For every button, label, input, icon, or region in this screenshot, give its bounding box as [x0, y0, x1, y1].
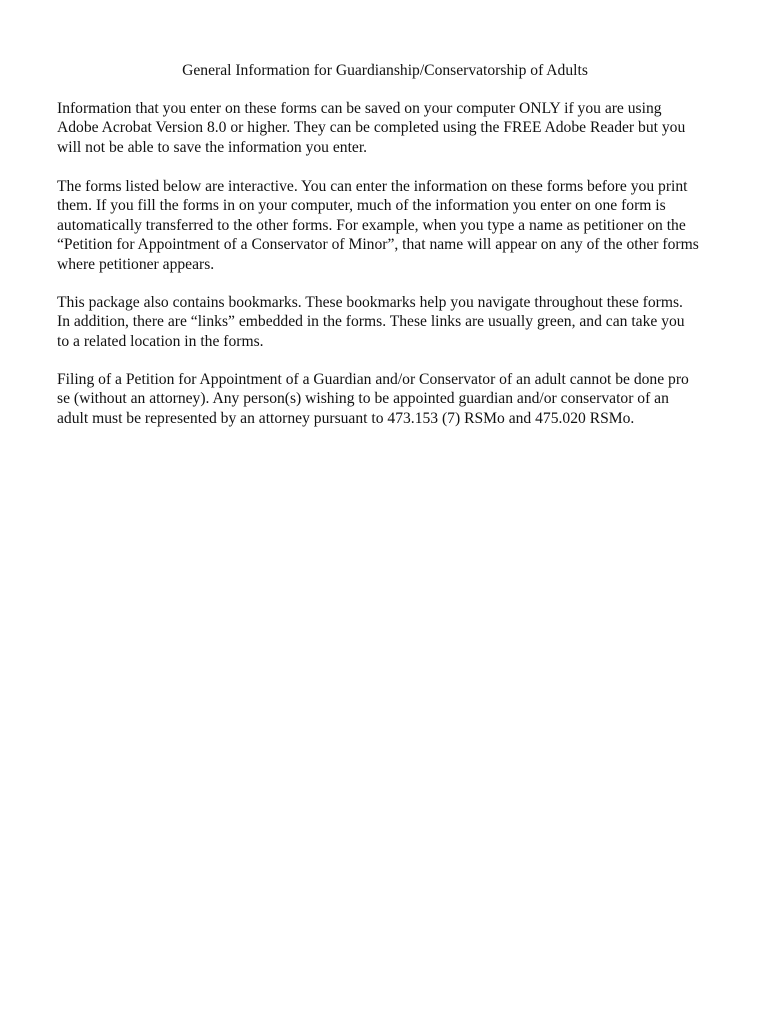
- paragraph-line: This package also contains bookmarks. These bookmarks help you navigate throughout these forms.: [57, 294, 683, 311]
- paragraph-line: Filing of a Petition for Appointment of a Guardian and/or Conservator of an adult cannot be done pro: [57, 371, 689, 388]
- paragraph-line: where petitioner appears.: [57, 255, 215, 273]
- paragraph-line: Adobe Acrobat Version 8.0 or higher. They can be completed using the FREE Adobe Reader but you: [57, 119, 686, 137]
- paragraph-line: The forms listed below are interactive. You can enter the information on these forms before you print: [57, 178, 688, 195]
- paragraph-line: Information that you enter on these forms can be saved on your computer ONLY if you are using: [57, 100, 662, 117]
- paragraph-line: to a related location in the forms.: [57, 332, 264, 350]
- paragraph-bookmarks: [57, 293, 737, 351]
- paragraph-interactive-forms: [57, 177, 737, 274]
- paragraph-line: automatically transferred to the other forms. For example, when you type a name as petitioner on the: [57, 216, 686, 234]
- paragraph-line: them. If you fill the forms in on your computer, much of the information you enter on one form is: [57, 197, 666, 215]
- paragraph-line: In addition, there are “links” embedded in the forms. These links are usually green, and can take you: [57, 313, 685, 331]
- document-title: General Information for Guardianship/Conservatorship of Adults: [182, 62, 588, 79]
- paragraph-attorney-requirement: [57, 370, 737, 428]
- paragraph-line: adult must be represented by an attorney pursuant to 473.153 (7) RSMo and 475.020 RSMo.: [57, 409, 635, 427]
- paragraph-saving-info: [57, 99, 737, 157]
- paragraph-line: will not be able to save the information you enter.: [57, 138, 368, 156]
- paragraph-line: se (without an attorney). Any person(s) wishing to be appointed guardian and/or conservator of an: [57, 390, 669, 408]
- paragraph-line: “Petition for Appointment of a Conservator of Minor”, that name will appear on any of the other forms: [57, 236, 699, 254]
